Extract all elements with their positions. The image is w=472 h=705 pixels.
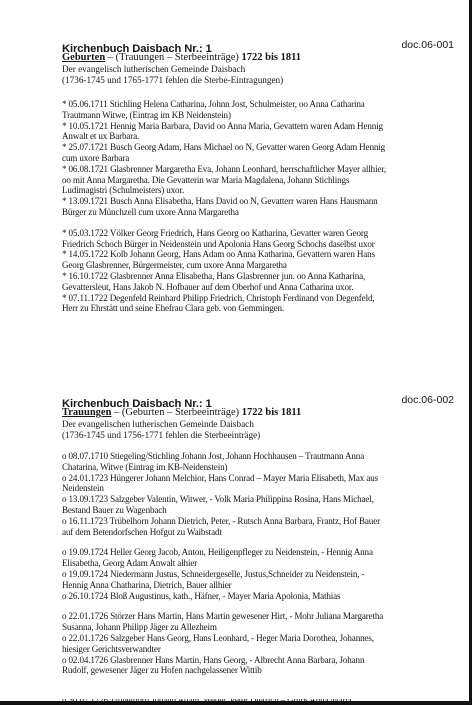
- subtitle-rest: – (Trauungen – Sterbeeinträge): [105, 52, 242, 63]
- entry-line: o 02.04.1726 Glasbrenner Hans Martin, Hans Georg, - Albrecht Anna Barbara, Johann: [62, 654, 365, 665]
- entry-line: o 26.10.1724 Bloß Augustinus, kath., Häfner, - Mayer Maria Apolonia, Mathias: [62, 590, 341, 601]
- entry-line: * 05.06.1711 Stichling Helena Catharina, Johnn Jost, Schulmeister, oo Anna Catharina: [62, 99, 365, 109]
- entry-line: Elisabetha, Georg Adam Anwalt alhier: [62, 558, 198, 569]
- entry-line: * 07.11.1722 Degenfeld Reinhard Philipp Friedrich, Christoph Ferdinand von Degenfeld,: [62, 292, 375, 303]
- entry-line: Friedrich Schoch Bürger in Neidenstein und Apolonia Hans Georg Schochs daselbst uxor: [62, 238, 375, 249]
- entry-line: * 16.10.1722 Glasbrenner Anna Elisabetha, Hans Glasbrenner jun. oo Anna Katharina,: [62, 270, 366, 281]
- entry-line: o 16.11.1723 Trübelhorn Johann Dietrich, Peter, - Rutsch Anna Barbara, Frantz, Hof Bauer: [62, 515, 380, 526]
- entry-line: Hennig Anna Chatharina, Dietrich, Bauer allhier: [62, 579, 232, 590]
- entry-line: cum uxore Barbara: [62, 152, 130, 163]
- entry-line: o 22.01.1726 Salzgeber Hans Georg, Hans Leonhard, - Heger Maria Dorothea, Johannes,: [62, 632, 374, 643]
- entry-line: o 24.01.1723 Hüngerer Johann Melchior, Hans Conrad – Mayer Maria Elisabeth, Max aus: [62, 472, 378, 483]
- entry-line: auf dem Betendorfschen Hofgut zu Waibstadt: [62, 526, 222, 537]
- doc-code: doc.06-001: [401, 39, 454, 51]
- entry-list: [62, 99, 462, 314]
- document-section-002: [62, 394, 462, 676]
- doc-code: doc.06-002: [401, 394, 454, 406]
- entry-line: * 05.03.1722 Völker Georg Friedrich, Hans Georg oo Katharina, Gevatter waren Georg: [62, 227, 368, 238]
- section-header: [62, 394, 462, 410]
- missing-years-note: (1736-1745 und 1756-1771 fehlen die Sterbeeinträge): [62, 430, 261, 440]
- entry-line: * 06.08.1721 Glasbrenner Margaretha Eva, Johann Leonhard, herrschaftlicher Mayer allhier,: [62, 163, 386, 174]
- subtitle-years: 1722 bis 1811: [241, 52, 302, 63]
- entry-line: Susanna, Johann Philipp Jäger zu Allezheim: [62, 622, 217, 633]
- entry-line: o 08.07.1710 Stiegeling/Stichling Johann Jost, Johann Hochhausen – Trautmann Anna: [62, 451, 365, 461]
- group-gap: [62, 601, 462, 611]
- entry-line: o 22.01.1726 Störzer Hans Martin, Hans Martin gewesener Hirt, - Mohr Juliana Margaretha: [62, 611, 384, 622]
- entry-line: Anwalt et ux Barbara.: [62, 131, 140, 142]
- entry-line: Neidenstein: [62, 483, 104, 494]
- scan-edge-bottom: [0, 701, 472, 705]
- entry-line: Rudolf, gewesener Jäger zu Hofen nachgelassener Wittib: [62, 665, 262, 676]
- entry-line: Bestand Bauer zu Wagenbach: [62, 504, 167, 515]
- entry-line: * 13.09.1721 Busch Anna Elisabetha, Hans David oo N, Gevatterr waren Hans Hausmann: [62, 196, 378, 207]
- parish-note: Der evangelischen lutherischen Gemeinde Daisbach: [62, 419, 254, 429]
- entry-line: Bürger zu Münchzell cum uxore Anna Margaretha: [62, 206, 239, 217]
- entry-line: o 19.09.1724 Niedermann Justus, Schneidergeselle, Justus,Schneider zu Neidenstein, -: [62, 568, 365, 579]
- entry-line: o 13.09.1723 Salzgeber Valentin, Witwer, - Volk Maria Philippina Rosina, Hans Michael,: [62, 494, 374, 505]
- entry-line: o 19.09.1724 Heller Georg Jacob, Anton, Heiligenpfleger zu Neidenstein, - Hennig Anna: [62, 547, 373, 558]
- group-gap: [62, 537, 462, 547]
- section-header: [62, 39, 462, 55]
- entry-line: Herr zu Ehrstätt und seine Ehefrau Clara geb. von Gemmingen.: [62, 303, 285, 314]
- group-gap: [62, 218, 462, 228]
- entry-line: Ludimagistri (Schulmeisters) uxor.: [62, 185, 184, 196]
- entry-line: hiesiger Gerichtsverwandter: [62, 643, 161, 654]
- document-section-001: [62, 39, 462, 314]
- entry-line: oo mit Anna Margaretha. Die Gevatterin war Maria Magdalena, Johann Stichlings: [62, 174, 350, 185]
- entry-line: * 10.05.1721 Hennig Maria Barbara, David oo Anna Maria, Gevattern waren Adam Hennig: [62, 120, 383, 131]
- entry-line: * 25.07.1721 Busch Georg Adam, Hans Michael oo N, Gevatter waren Georg Adam Hennig: [62, 142, 386, 153]
- entry-line: * 14.05.1722 Kolb Johann Georg, Hans Adam oo Anna Katharina, Gevattern waren Hans: [62, 249, 375, 260]
- parish-note: Der evangelisch lutherischen Gemeinde Daisbach: [62, 64, 246, 74]
- subtitle-rest: – (Geburten – Sterbeeinträge): [111, 407, 242, 418]
- entry-line: Georg Glasbrenner, Bürgermeister, cum uxore Anna Margaretha: [62, 260, 287, 271]
- entry-list: [62, 451, 462, 676]
- missing-years-note: (1736-1745 und 1765-1771 fehlen die Sterbe-Eintragungen): [62, 75, 284, 85]
- entry-line: Gevattersleut, Hans Jakob N. Hofbauer auf dem Oberhof und Anna Catharina uxor.: [62, 281, 354, 292]
- subtitle-main: Geburten: [62, 52, 106, 63]
- header-title: Kirchenbuch Daisbach Nr.: 1: [62, 43, 212, 55]
- entry-line: Chatarina, Witwe (Eintrag im KB-Neidenstein): [62, 461, 228, 472]
- entry-line: Trautmann Witwe, (Eintrag im KB Neidenstein): [62, 109, 231, 120]
- subtitle-main: Trauungen: [62, 407, 112, 418]
- subtitle-years: 1722 bis 1811: [241, 407, 302, 418]
- header-title: Kirchenbuch Daisbach Nr.: 1: [62, 398, 212, 410]
